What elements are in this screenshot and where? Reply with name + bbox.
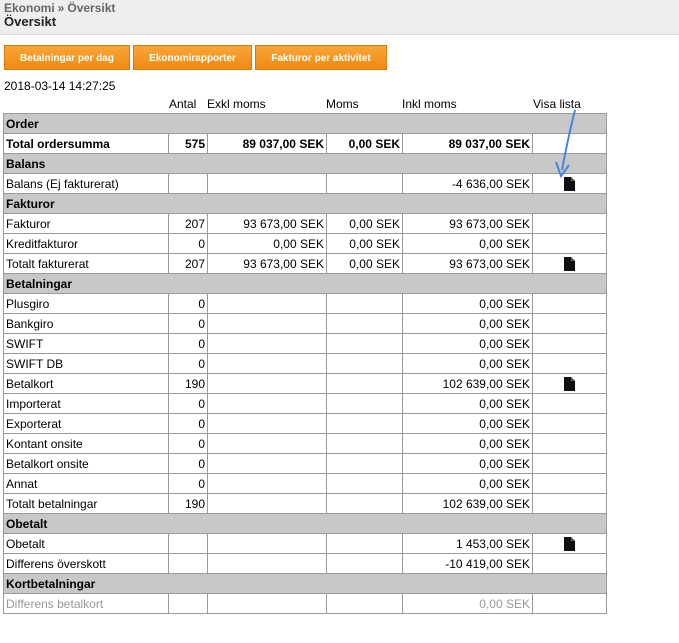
table-row — [4, 554, 607, 574]
exkl-moms-cell — [208, 554, 327, 574]
antal-cell: 0 — [169, 354, 208, 374]
visa-lista-cell — [533, 214, 607, 234]
exkl-moms-cell — [208, 414, 327, 434]
exkl-moms-cell: 93 673,00 SEK — [208, 214, 327, 234]
exkl-moms-cell — [208, 474, 327, 494]
row-label: Fakturor — [4, 214, 169, 234]
row-label: Kreditfakturor — [4, 234, 169, 254]
inkl-moms-cell: -10 419,00 SEK — [403, 554, 533, 574]
exkl-moms-cell — [208, 434, 327, 454]
inkl-moms-cell: 0,00 SEK — [403, 414, 533, 434]
ekonomirapporter-button[interactable]: Ekonomirapporter — [133, 45, 252, 70]
visa-lista-cell — [533, 534, 607, 554]
exkl-moms-cell: 89 037,00 SEK — [208, 134, 327, 154]
moms-cell: 0,00 SEK — [327, 254, 403, 274]
visa-lista-cell — [533, 334, 607, 354]
row-label: SWIFT DB — [4, 354, 169, 374]
antal-cell: 190 — [169, 494, 208, 514]
section-row — [4, 114, 607, 134]
moms-cell — [327, 554, 403, 574]
visa-lista-cell — [533, 434, 607, 454]
visa-lista-cell — [533, 494, 607, 514]
exkl-moms-cell — [208, 374, 327, 394]
antal-cell: 0 — [169, 294, 208, 314]
inkl-moms-cell: 89 037,00 SEK — [403, 134, 533, 154]
antal-cell — [169, 594, 208, 614]
inkl-moms-cell: 0,00 SEK — [403, 594, 533, 614]
section-header: Betalningar — [4, 274, 607, 294]
moms-cell — [327, 394, 403, 414]
exkl-moms-cell: 0,00 SEK — [208, 234, 327, 254]
table-row — [4, 314, 607, 334]
section-row — [4, 274, 607, 294]
antal-cell: 0 — [169, 414, 208, 434]
antal-cell — [169, 174, 208, 194]
fakturor-per-aktivitet-button[interactable]: Fakturor per aktivitet — [255, 45, 387, 70]
table-row — [4, 394, 607, 414]
column-header-antal: Antal — [169, 97, 197, 111]
exkl-moms-cell — [208, 174, 327, 194]
inkl-moms-cell: 102 639,00 SEK — [403, 494, 533, 514]
table-row — [4, 354, 607, 374]
table-row — [4, 134, 607, 154]
exkl-moms-cell — [208, 394, 327, 414]
table-row — [4, 414, 607, 434]
section-row — [4, 154, 607, 174]
row-label: Annat — [4, 474, 169, 494]
column-header-visa-lista: Visa lista — [533, 97, 581, 111]
exkl-moms-cell — [208, 314, 327, 334]
section-header: Obetalt — [4, 514, 607, 534]
row-label: Betalkort — [4, 374, 169, 394]
row-label: Exporterat — [4, 414, 169, 434]
document-icon[interactable] — [564, 256, 575, 270]
visa-lista-cell — [533, 554, 607, 574]
section-header: Fakturor — [4, 194, 607, 214]
table-row — [4, 454, 607, 474]
row-label: Plusgiro — [4, 294, 169, 314]
visa-lista-cell — [533, 474, 607, 494]
inkl-moms-cell: 93 673,00 SEK — [403, 214, 533, 234]
row-label: Betalkort onsite — [4, 454, 169, 474]
antal-cell: 207 — [169, 214, 208, 234]
document-icon[interactable] — [564, 376, 575, 390]
moms-cell — [327, 494, 403, 514]
inkl-moms-cell: 0,00 SEK — [403, 234, 533, 254]
antal-cell: 0 — [169, 314, 208, 334]
breadcrumb-current: Översikt — [67, 1, 116, 15]
section-row — [4, 194, 607, 214]
table-row — [4, 434, 607, 454]
inkl-moms-cell: 0,00 SEK — [403, 334, 533, 354]
inkl-moms-cell: -4 636,00 SEK — [403, 174, 533, 194]
exkl-moms-cell — [208, 594, 327, 614]
antal-cell: 190 — [169, 374, 208, 394]
row-label: Total ordersumma — [4, 134, 169, 154]
section-row — [4, 574, 607, 594]
row-label: Balans (Ej fakturerat) — [4, 174, 169, 194]
page-title: Översikt — [4, 14, 57, 29]
table-row — [4, 594, 607, 614]
inkl-moms-cell: 0,00 SEK — [403, 474, 533, 494]
visa-lista-cell — [533, 294, 607, 314]
visa-lista-cell — [533, 254, 607, 274]
row-label: Obetalt — [4, 534, 169, 554]
overview-table — [3, 113, 607, 614]
betalningar-per-dag-button[interactable]: Betalningar per dag — [4, 45, 130, 70]
row-label: Differens överskott — [4, 554, 169, 574]
antal-cell: 575 — [169, 134, 208, 154]
table-row — [4, 254, 607, 274]
inkl-moms-cell: 0,00 SEK — [403, 434, 533, 454]
moms-cell — [327, 294, 403, 314]
visa-lista-cell — [533, 374, 607, 394]
visa-lista-cell — [533, 314, 607, 334]
table-row — [4, 174, 607, 194]
exkl-moms-cell — [208, 294, 327, 314]
moms-cell — [327, 374, 403, 394]
moms-cell — [327, 354, 403, 374]
table-row — [4, 234, 607, 254]
visa-lista-cell — [533, 394, 607, 414]
pointer-arrow — [550, 108, 580, 180]
section-row — [4, 514, 607, 534]
section-header: Balans — [4, 154, 607, 174]
inkl-moms-cell: 1 453,00 SEK — [403, 534, 533, 554]
exkl-moms-cell — [208, 354, 327, 374]
row-label: Importerat — [4, 394, 169, 414]
table-row — [4, 494, 607, 514]
row-label: SWIFT — [4, 334, 169, 354]
exkl-moms-cell — [208, 334, 327, 354]
moms-cell: 0,00 SEK — [327, 214, 403, 234]
moms-cell — [327, 174, 403, 194]
inkl-moms-cell: 0,00 SEK — [403, 394, 533, 414]
antal-cell: 207 — [169, 254, 208, 274]
row-label: Totalt betalningar — [4, 494, 169, 514]
visa-lista-cell — [533, 354, 607, 374]
table-row — [4, 294, 607, 314]
title-bar — [0, 0, 679, 35]
column-header-exkl-moms: Exkl moms — [207, 97, 266, 111]
exkl-moms-cell — [208, 534, 327, 554]
inkl-moms-cell: 0,00 SEK — [403, 294, 533, 314]
table-row — [4, 374, 607, 394]
section-header: Order — [4, 114, 607, 134]
moms-cell — [327, 454, 403, 474]
inkl-moms-cell: 0,00 SEK — [403, 454, 533, 474]
visa-lista-cell — [533, 414, 607, 434]
inkl-moms-cell: 102 639,00 SEK — [403, 374, 533, 394]
visa-lista-cell — [533, 454, 607, 474]
moms-cell: 0,00 SEK — [327, 234, 403, 254]
inkl-moms-cell: 93 673,00 SEK — [403, 254, 533, 274]
row-label: Differens betalkort — [4, 594, 169, 614]
document-icon[interactable] — [564, 536, 575, 550]
table-row — [4, 474, 607, 494]
exkl-moms-cell: 93 673,00 SEK — [208, 254, 327, 274]
report-timestamp: 2018-03-14 14:27:25 — [4, 79, 116, 93]
table-row — [4, 534, 607, 554]
antal-cell: 0 — [169, 334, 208, 354]
moms-cell: 0,00 SEK — [327, 134, 403, 154]
moms-cell — [327, 474, 403, 494]
inkl-moms-cell: 0,00 SEK — [403, 354, 533, 374]
antal-cell: 0 — [169, 234, 208, 254]
row-label: Totalt fakturerat — [4, 254, 169, 274]
breadcrumb — [4, 1, 115, 15]
column-header-moms: Moms — [326, 97, 359, 111]
row-label: Kontant onsite — [4, 434, 169, 454]
exkl-moms-cell — [208, 494, 327, 514]
moms-cell — [327, 434, 403, 454]
inkl-moms-cell: 0,00 SEK — [403, 314, 533, 334]
moms-cell — [327, 594, 403, 614]
visa-lista-cell — [533, 234, 607, 254]
breadcrumb-separator: » — [57, 1, 65, 15]
moms-cell — [327, 534, 403, 554]
antal-cell: 0 — [169, 394, 208, 414]
antal-cell — [169, 534, 208, 554]
antal-cell: 0 — [169, 454, 208, 474]
section-header: Kortbetalningar — [4, 574, 607, 594]
column-header-inkl-moms: Inkl moms — [402, 97, 457, 111]
moms-cell — [327, 414, 403, 434]
moms-cell — [327, 314, 403, 334]
breadcrumb-parent-link[interactable]: Ekonomi — [4, 1, 55, 15]
table-row — [4, 334, 607, 354]
exkl-moms-cell — [208, 454, 327, 474]
antal-cell — [169, 554, 208, 574]
table-row — [4, 214, 607, 234]
visa-lista-cell — [533, 594, 607, 614]
row-label: Bankgiro — [4, 314, 169, 334]
antal-cell: 0 — [169, 474, 208, 494]
antal-cell: 0 — [169, 434, 208, 454]
moms-cell — [327, 334, 403, 354]
